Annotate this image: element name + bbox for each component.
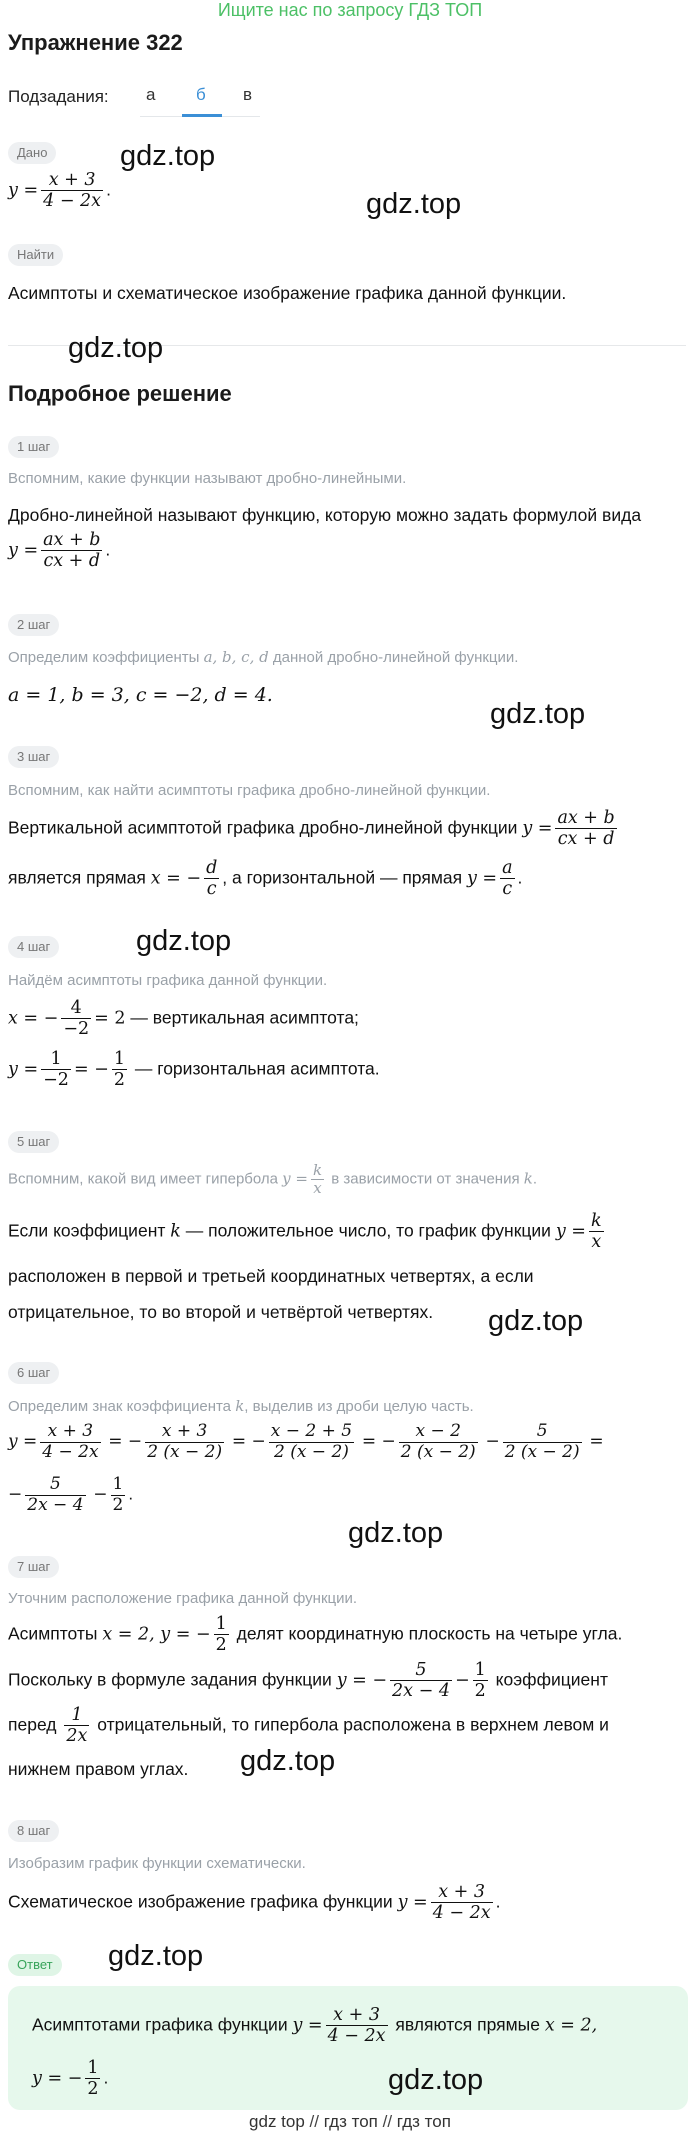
given-formula: y = $\frac{x + 3}{4 - 2x}$ . (8, 170, 111, 212)
step-3-line-1: Вертикальной асимптотой графика дробно-линейной функции y = $\frac{ax + b}{cx + d}$ (8, 808, 615, 850)
step-2-badge: 2 шаг (8, 614, 59, 636)
step-5-hint: Вспомним, какой вид имеет гипербола y = $\frac{k}{x}$ в зависимости от значения k. (8, 1161, 538, 1198)
step-6-hint: Определим знак коэффициента k, выделив из дроби целую часть. (8, 1397, 474, 1415)
answer-badge: Ответ (8, 1954, 62, 1976)
find-text: Асимптоты и схематическое изображение графика данной функции. (8, 283, 567, 303)
footer-link-gdz-top-ru[interactable]: гдз топ (323, 2112, 378, 2131)
answer-line-2: y = − $\frac{1}{2}$ . (32, 2058, 109, 2100)
step-5-paragraph-1: Если коэффициент k — положительное число, то график функции y = $\frac{k}{x}$ (8, 1211, 602, 1253)
step-7-line-3: перед $\frac{1}{2x}$ отрицательный, то гипербола расположена в верхнем левом и (8, 1705, 609, 1747)
tab-a[interactable]: а (146, 85, 156, 104)
step-2-hint: Определим коэффициенты a, b, c, d данной дробно-линейной функции. (8, 648, 519, 666)
watermark: gdz.top (108, 1940, 204, 1972)
step-1-hint: Вспомним, какие функции называют дробно-линейными. (8, 470, 407, 487)
footer-links (0, 2112, 700, 2132)
watermark: gdz.top (366, 188, 462, 220)
step-4-badge: 4 шаг (8, 936, 59, 958)
step-2-values: a = 1, b = 3, c = −2, d = 4. (8, 684, 273, 706)
watermark: gdz.top (488, 1305, 584, 1337)
step-1-formula: y = $\frac{ax + b}{cx + d}$ . (8, 530, 111, 572)
step-8-hint: Изобразим график функции схематически. (8, 1855, 306, 1872)
step-3-badge: 3 шаг (8, 746, 59, 768)
step-7-line-4: нижнем правом углах. (8, 1759, 189, 1779)
watermark: gdz.top (120, 140, 216, 172)
search-banner: Ищите нас по запросу ГДЗ ТОП (217, 0, 483, 20)
step-8-badge: 8 шаг (8, 1820, 59, 1842)
step-4-hint: Найдём асимптоты графика данной функции. (8, 972, 328, 989)
step-7-badge: 7 шаг (8, 1556, 59, 1578)
solution-title: Подробное решение (8, 381, 232, 406)
step-4-vertical: x = − $\frac{4}{-2}$ = 2 — вертикальная асимптота; (8, 998, 359, 1040)
step-4-horizontal: y = $\frac{1}{-2}$ = − $\frac{1}{2}$ — горизонтальная асимптота. (8, 1049, 380, 1091)
answer-line-1: Асимптотами графика функции y = $\frac{x + 3}{4 - 2x}$ являются прямые x = 2, (32, 2005, 598, 2047)
step-7-hint: Уточним расположение графика данной функции. (8, 1590, 358, 1607)
footer-separator: // (309, 2112, 319, 2131)
watermark: gdz.top (388, 2064, 484, 2096)
step-5-paragraph-3: отрицательное, то во второй и четвёртой четвертях. (8, 1302, 434, 1322)
footer-separator: // (382, 2112, 393, 2131)
step-8-text: Схематическое изображение графика функции y = $\frac{x + 3}{4 - 2x}$ . (8, 1882, 501, 1924)
watermark: gdz.top (490, 698, 586, 730)
given-badge: Дано (8, 142, 56, 164)
page-title: Упражнение 322 (8, 30, 183, 55)
step-6-chain-continued: − $\frac{5}{2x - 4}$ − $\frac{1}{2}$ . (8, 1474, 134, 1515)
step-3-hint: Вспомним, как найти асимптоты графика дробно-линейной функции. (8, 782, 491, 799)
find-badge: Найти (8, 244, 63, 266)
step-6-badge: 6 шаг (8, 1362, 59, 1384)
step-1-badge: 1 шаг (8, 436, 59, 458)
step-3-line-2: является прямая x = − $\frac{d}{c}$ , а горизонтальной — прямая y = $\frac{a}{c}$ . (8, 858, 523, 900)
step-5-badge: 5 шаг (8, 1131, 59, 1153)
subtasks-label: Подзадания: (8, 87, 109, 106)
active-tab-indicator (182, 114, 222, 117)
watermark: gdz.top (136, 925, 232, 957)
step-7-line-1: Асимптоты x = 2, y = − $\frac{1}{2}$ делят координатную плоскость на четыре угла. (8, 1614, 623, 1656)
footer-link-gdz-top[interactable]: gdz top (249, 2112, 305, 2131)
watermark: gdz.top (240, 1745, 336, 1777)
step-5-paragraph-2: расположен в первой и третьей координатных четвертях, а если (8, 1266, 534, 1286)
step-1-text: Дробно-линейной называют функцию, которую можно задать формулой вида (8, 505, 642, 525)
footer-link-gdz-top-ru-lower[interactable]: гдз топ (396, 2112, 451, 2131)
step-6-chain: y = $\frac{x + 3}{4 - 2x}$ = − $\frac{x + 3}{2 (x - 2)}$ = − $\frac{x - 2 + 5}{2 (x - 2)}$ = − $\frac{x - 2}{2 (x - 2)}$ − $\frac{5}{2 (x - 2)}$ = (8, 1421, 604, 1462)
step-7-line-2: Поскольку в формуле задания функции y = − $\frac{5}{2x - 4}$ − $\frac{1}{2}$ коэффициент (8, 1660, 608, 1702)
watermark: gdz.top (68, 332, 164, 364)
watermark: gdz.top (348, 1517, 444, 1549)
tab-b[interactable]: б (196, 85, 206, 104)
tab-v[interactable]: в (243, 85, 253, 104)
